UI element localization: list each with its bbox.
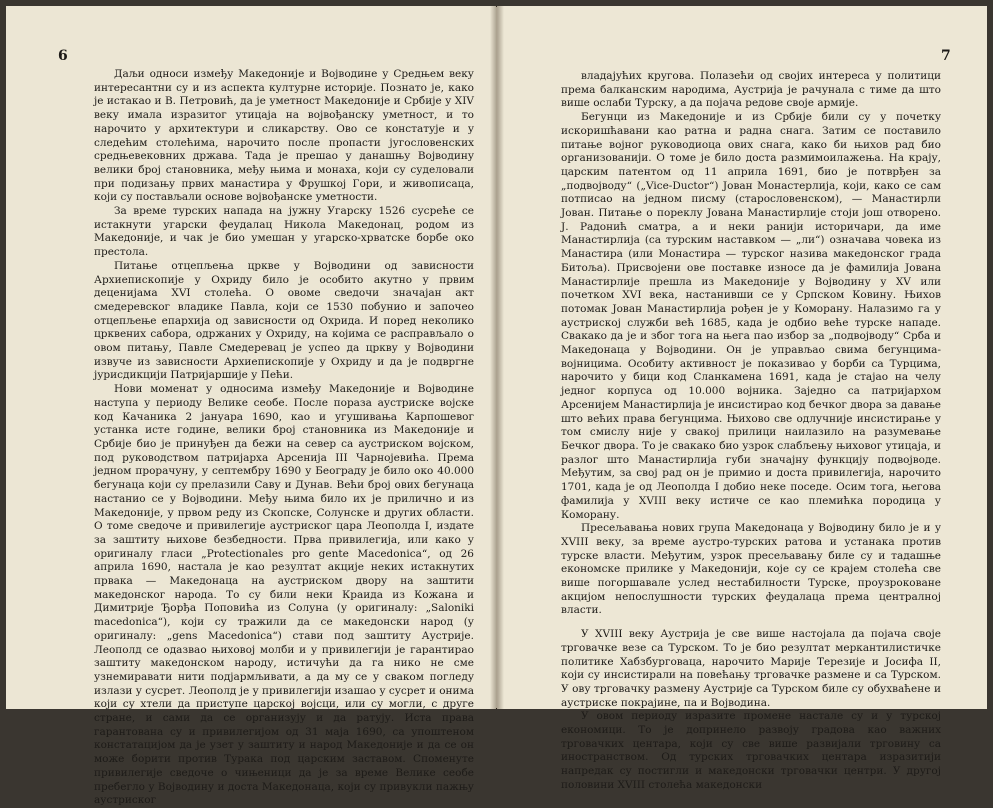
paragraph: За време турских напада на јужну Угарску 1526 сусрeће се истакнути угарски феудалац Никола Македонац, родом из Македоније, и чак је био умешан у угарско-хрватске борбе око престола.	[94, 205, 474, 259]
page-number: 6	[58, 48, 68, 64]
paragraph: Нови моменат у односима између Македоније и Војводине наступа у периоду Велике сеобе. После пораза аустриске војске код Качаника 2 јануара 1690, као и угушивања Карпошевог устанка исте године, велики број становника из Македоније и Србије био је принуђен да бежи на север са аустриском војском, под руководством патријарха Арсенија III Чарнојевића. Према једном прорачуну, у септембру 1690 у Београду је било око 40.000 бегунаца који су прелазили Саву и Дунав. Већи број ових бегунаца настанио се у Војводини. Међу њима било их је прилично и из Македоније, у првом реду из Скопске, Солунске и других области. О томе сведоче и привилегије аустриског цара Леополда I, издате за заштиту њихове безбедности. Прва привилегија, или како у оригиналу гласи „Protectionales pro gente Macedonica“, од 26 априла 1690, настала је као резултат акције неких истакнутих првака — Македонаца на аустриском двору на заштити македонског народа. То су били неки Краида из Кожана и Димитрије Ђорђа Поповића из Солуна (у оригиналу: „Saloniki macedonica“), који су тражили да се македонски народ (у оригиналу: „gens Macedonica“) стави под заштиту Аустрије. Леополд се одазвао њиховој молби и у привилегији је гарантирао заштиту македонском народу, истичући да га нико не сме узнемиравати нити подјармљивати, а да му се у сваком погледу излази у сусрет. Леополд је у привилегији изашао у сусрет и онима који су хтели да приступе царској војсци, или су могли, с друге стране, и сами да се организују и да ратују. Иста права гарантована су и привилегијом од 31 маја 1690, са упоштеном констатацијом да је узет у заштиту и народ Македоније и да се он може борити против Турака под царским заставом. Споменуте привилегије сведоче о чињеници да је за време Велике сеобе пребегло у Војводину и доста Македонаца, који су привукли пажњу аустриског	[94, 383, 474, 807]
paragraph: У овом периоду изразите промене настале су и у турској економици. То је допринело развоју градова као важних трговачких центара, који су све више развијали трговину са иностранством. Од турских трговачких центара изразитији напредак су постигли и македонски трговачки центри. У другој половини XVIII столећа македонски	[561, 710, 941, 791]
paragraph: Питање отцепљења цркве у Војводини од зависности Архиепископије у Охриду било је особито акутно у првим деценијама XVI столећа. О овоме сведочи значајан акт смедеревског владике Павла, који се 1530 побунио и започео отцепљење епархија од зависности од Охрида. И поред неколико црквених сабора, одржаних у Охриду, на којима се расправљало о овом питању, Павле Смедеревац је успео да цркву у Војводини извуче из зависности Архиепископије у Охриду и да је подвргне јурисдикцији Патријаршије у Пећи.	[94, 259, 474, 382]
paragraph: владајућих кругова. Полазећи од својих интереса у политици према балканским народима, Аустрија је рачунала с тиме да што више ослаби Турску, а да појача редове своје армије.	[561, 70, 941, 110]
paragraph: Пресељавања нових група Македонаца у Војводину било је и у XVIII веку, за време аустро-турских ратова и устанака против турске власти. Међутим, узрок пресељавању биле су и тадашње економске прилике у Македонији, које су се крајем столећа све више погоршавале услед нестабилности Турске, проузроковане акцијом непослушности турских феудалаца према централној власти.	[561, 522, 941, 617]
paragraph: У XVIII веку Аустрија је све више настојала да појача своје трговачке везе са Турском. То је био резултат меркантилистичке политике Хабзбурговаца, нарочито Марије Терезије и Јосифа II, који су инсистирали на повећању трговачке размене и са Турском. У ову трговачку размену Аустрије са Турском биле су обухваћене и аустриске покрајине, па и Војводина.	[561, 628, 941, 709]
left-page-body	[94, 68, 474, 808]
book-gutter	[490, 6, 504, 709]
right-page-body	[561, 70, 941, 793]
left-page	[6, 6, 496, 807]
page-number: 7	[941, 48, 951, 64]
paragraph: Даљи односи између Македоније и Војводине у Средњем веку интересантни су и из аспекта културне историје. Познато је, како је истакао и В. Петровић, да је уметност Македоније и Србије у XIV веку имала изразитог утицаја на војвођанску уметност, и то нарочито у архитектури и сликарству. Ово се констатује и у следећим столећима, нарочито после пропасти југословенских средњевековних држава. Тада је прешао у данашњу Војводину велики број становника, међу њима и монаха, који су суделовали при подизању првих манастира у Фрушкој Гори, и живописаца, који су постављали основе војвођанске уметности.	[94, 68, 474, 204]
paragraph: Бегунци из Македоније и из Србије били су у почетку искоришћавани као ратна и радна снага. Затим се поставило питање војног руководиоца ових снага, како би њихов рад био организованији. О томе је било доста размимоилажења. На крају, царским патентом од 11 априла 1691, био је потврђен за „подвојводу“ („Vice-Ductor“) Јован Монастерлија, који, како се сам потписао на једном писму (старословенском), — Манастирли Јован. Питање о пореклу Јована Манастирлије стоји још отворено. Ј. Радонић сматра, а и неки ранији историчари, да име Манастирлија (са турским наставком — „ли“) означава човека из Манастира (или Монастира — турског назива македонског града Битоља). Присвојени ове поставке износе да је фамилија Јована Манастирлије прешла из Македоније у Војводину у XV или почетком XVI века, настанивши се у Српском Ковину. Њихов потомак Јован Манастирлија рођен је у Коморану. Налазимо га у аустриској служби већ 1685, када је одбио веће турске нападе. Свакако да је и због тога на њега пао избор за „подвојводу“ Срба и Македонаца у Војводини. Он је управљао свима бегунцима-војницима. Особиту активност је показивао у борби са Турцима, нарочито у бици код Сланкамена 1691, када је стајао на челу једног корпуса од 10.000 војника. Заједно са патријархом Арсенијем Манастирлија је инсистирао код бечког двора за давање што већих права бегунцима. Њихово све одлучније инсистирање у том смислу није у свакој прилици наилазило на разумевање Бечког двора. То је свакако био узрок слабљењу њиховог утицаја, и разлог што Манастирлија губи значајну функцију подвојводе. Међутим, за свој рад он је примио и доста привилегија, нарочито 1701, када је од Леополда I добио неке поседе. Осим тога, његова фамилија у XVIII веку истиче се као племићка породица у Коморану.	[561, 111, 941, 521]
right-page	[497, 6, 987, 791]
book-spread	[6, 6, 987, 807]
